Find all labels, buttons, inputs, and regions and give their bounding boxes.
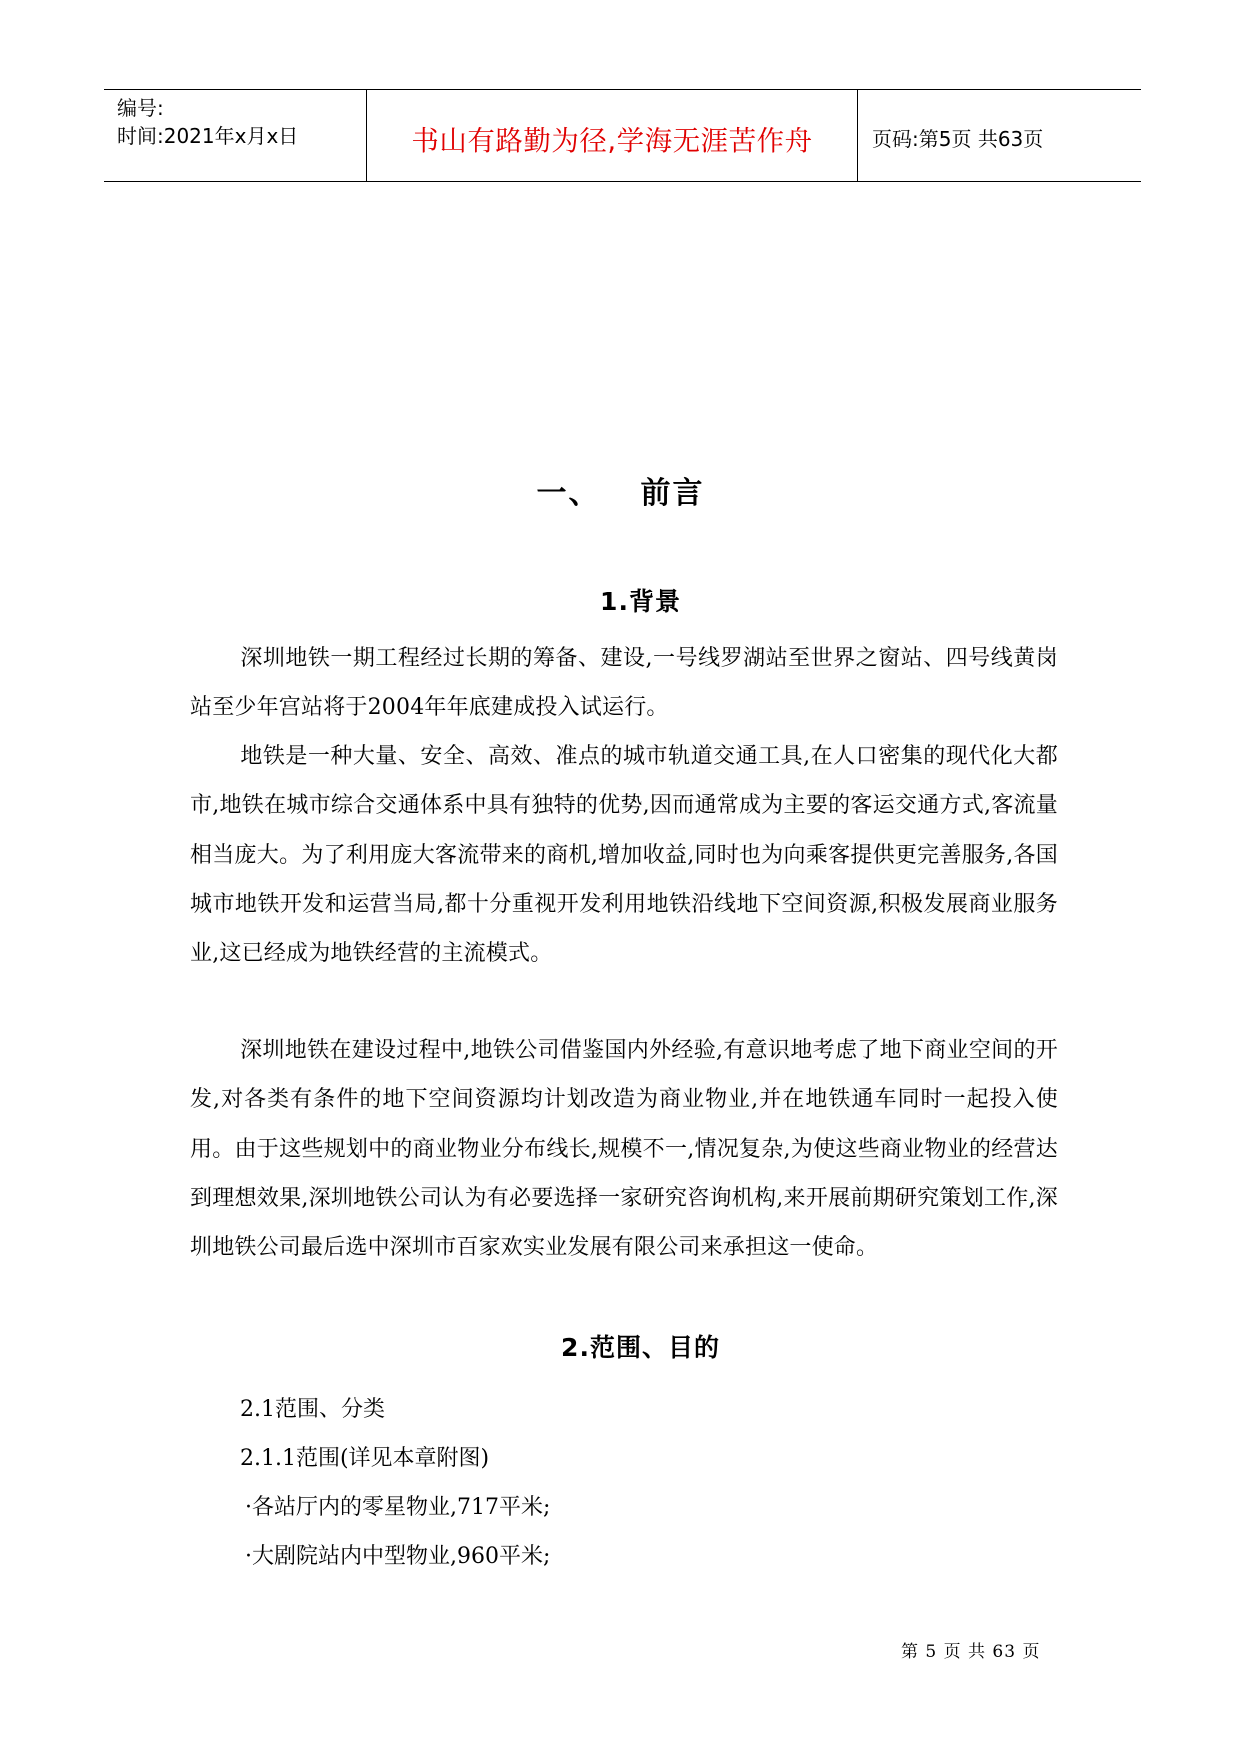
list-item: ·大剧院站内中型物业,960平米;: [245, 1544, 551, 1569]
section-1-paragraph-2: 地铁是一种大量、安全、高效、准点的城市轨道交通工具,在人口密集的现代化大都市,地铁在城市综合交通体系中具有独特的优势,因而通常成为主要的客运交通方式,客流量相当庞大。为了利用庞大客流带来的商机,增加收益,同时也为向乘客提供更完善服务,各国城市地铁开发和运营当局,都十分重视开发利用地铁沿线地下空间资源,积极发展商业服务业,这已经成为地铁经营的主流模式。: [190, 744, 1058, 967]
section-2-title: 2.范围、目的: [561, 1333, 720, 1362]
section-1-title: 1.背景: [600, 587, 681, 616]
section-1-paragraph-1: 深圳地铁一期工程经过长期的筹备、建设,一号线罗湖站至世界之窗站、四号线黄岗站至少年宫站将于2004年年底建成投入试运行。: [190, 646, 1058, 721]
time-label: 时间:2021年x月x日: [117, 124, 299, 148]
page-footer: 第 5 页 共 63 页: [901, 1642, 1041, 1662]
list-item: ·各站厅内的零星物业,717平米;: [245, 1495, 551, 1520]
chapter-title-text: 前言: [640, 476, 705, 511]
serial-label: 编号:: [117, 96, 164, 120]
subsection-2-1: 2.1范围、分类: [240, 1397, 385, 1422]
header-table: [104, 89, 1141, 182]
header-page-label: 页码:第5页 共63页: [872, 127, 1044, 151]
header-motto: 书山有路勤为径,学海无涯苦作舟: [367, 90, 858, 181]
header-left-cell: [104, 90, 367, 181]
subsection-2-1-1: 2.1.1范围(详见本章附图): [240, 1446, 490, 1471]
chapter-title-number: 一、: [536, 476, 601, 511]
chapter-title: [0, 468, 1241, 512]
section-1-paragraph-3: 深圳地铁在建设过程中,地铁公司借鉴国内外经验,有意识地考虑了地下商业空间的开发,对各类有条件的地下空间资源均计划改造为商业物业,并在地铁通车同时一起投入使用。由于这些规划中的商业物业分布线长,规模不一,情况复杂,为使这些商业物业的经营达到理想效果,深圳地铁公司认为有必要选择一家研究咨询机构,来开展前期研究策划工作,深圳地铁公司最后选中深圳市百家欢实业发展有限公司来承担这一使命。: [190, 1038, 1058, 1261]
